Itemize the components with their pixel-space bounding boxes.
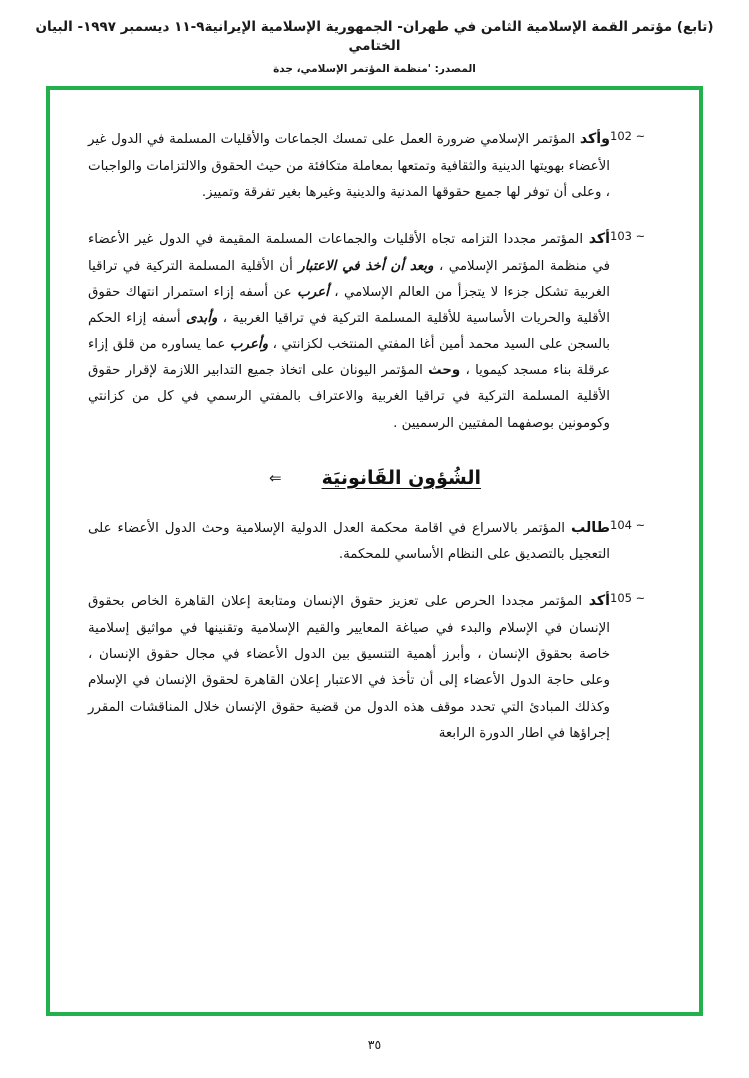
paragraph-body-text: المؤتمر بالاسراع في اقامة محكمة العدل الدولية الإسلامية وحث الدول الأعضاء على التعجيل بالتصديق على النظام الأساسي للمحكمة.: [88, 520, 610, 563]
paragraph-emphasis-3: وأبدى: [185, 310, 218, 326]
paragraph-text: [88, 588, 610, 746]
paragraph-emphasis: وبعد أن أخذ في الاعتبار: [298, 258, 434, 274]
header-title: (تابع) مؤتمر القمة الإسلامية الثامن في طهران- الجمهورية الإسلامية الإيرانية٩-١١ ديسمبر ١٩٩٧- البيان الختامي: [35, 19, 714, 54]
paragraph-text: [88, 226, 610, 437]
paragraph-body-text: المؤتمر مجددا الحرص على تعزيز حقوق الإنسان ومتابعة إعلان القاهرة الخاص بحقوق الإنسان في الإسلام والبدء في صياغة المعايير والقيم الإسلامية وتقنينها في مواثيق إسلامية خاصة بحقوق الإنسان ، وأبرز أهمية التنسيق بين الدول الأعضاء في مجال حقوق الإنسان ، وعلى حاجة الدول الأعضاء إلى أن تأخذ في الاعتبار إعلان القاهرة لحقوق الإنسان في الإسلام وكذلك المبادئ التي تحدد موقف هذه الدول من قضية حقوق الإنسان خلال المناقشات المقرر إجراؤها في اطار الدورة الرابعة: [88, 594, 610, 741]
page-number: ٣٥: [367, 1037, 382, 1052]
header-source: المصدر: 'منظمة المؤتمر الإسلامي، جدة: [273, 62, 476, 75]
section-heading: [88, 467, 662, 489]
paragraph-lead-word: طالب: [570, 519, 610, 536]
paragraph-text: [88, 126, 610, 206]
paragraph-body-text-6: المؤتمر اليونان على اتخاذ جميع التدابير اللازمة لإقرار حقوق الأقلية المسلمة التركية في تراقيا الغربية والاعتراف بالمفتي الرسمي في كل من كزانتي وكومونين بوصفهما المفتيين الرسميين .: [88, 363, 610, 431]
document-header: [0, 18, 749, 75]
paragraph-body-text-2: أن الأقلية المسلمة التركية في تراقيا الغربية تشكل جزءا لا يتجزأ من العالم الإسلامي ،: [88, 258, 610, 300]
paragraph-emphasis-4: وأعرب: [229, 337, 269, 353]
paragraph-number: 104 ~: [610, 517, 646, 532]
paragraph-number: 105 ~: [610, 591, 646, 606]
paragraph-body-text-5: عما يساوره من قلق إزاء عرقلة بناء مسجد كيمويا ،: [88, 337, 610, 379]
paragraph-block: [88, 226, 662, 437]
paragraph-body-text-4: أسفه إزاء الحكم بالسجن على السيد محمد أمين أغا المفتي المنتخب لكزانتي ،: [88, 310, 611, 353]
paragraph-lead-word: أكد: [588, 593, 610, 610]
paragraph-block: [88, 588, 662, 746]
paragraph-block: [88, 126, 662, 206]
section-title: الشُؤون القَانونيَة: [321, 466, 482, 489]
paragraph-number: 103 ~: [610, 228, 646, 243]
paragraph-number: 102 ~: [610, 129, 646, 143]
paragraph-body-text-3: عن أسفه إزاء استمرار انتهاك حقوق الأقلية والحريات الأساسية للأقلية المسلمة التركية في تراقيا الغربية ،: [88, 284, 610, 326]
paragraph-body-text: المؤتمر الإسلامي ضرورة العمل على تمسك الجماعات والأقليات المسلمة في الدول غير الأعضاء بهويتها الدينية والثقافية وتمتعها بمعاملة متكافئة من حيث الحقوق والالتزامات والواجبات ، وعلى أن توفر لها جميع حقوقها المدنية والدينية وغيرها بغير تفرقة وتمييز.: [88, 132, 610, 200]
paragraph-block: [88, 515, 662, 569]
paragraph-emphasis-2: أعرب: [297, 284, 329, 300]
paragraph-body-text: المؤتمر مجددا التزامه تجاه الأقليات والجماعات المسلمة المقيمة في الدول غير الأعضاء في منظمة المؤتمر الإسلامي ،: [88, 231, 610, 274]
paragraph-emphasis-5: وحث: [428, 363, 461, 379]
paragraph-text: [88, 515, 610, 569]
document-body: [70, 112, 680, 1002]
paragraph-lead-word: وأكد: [579, 131, 610, 147]
paragraph-lead-word: أكد: [588, 230, 610, 247]
left-arrow-icon: ⇐: [268, 468, 282, 487]
